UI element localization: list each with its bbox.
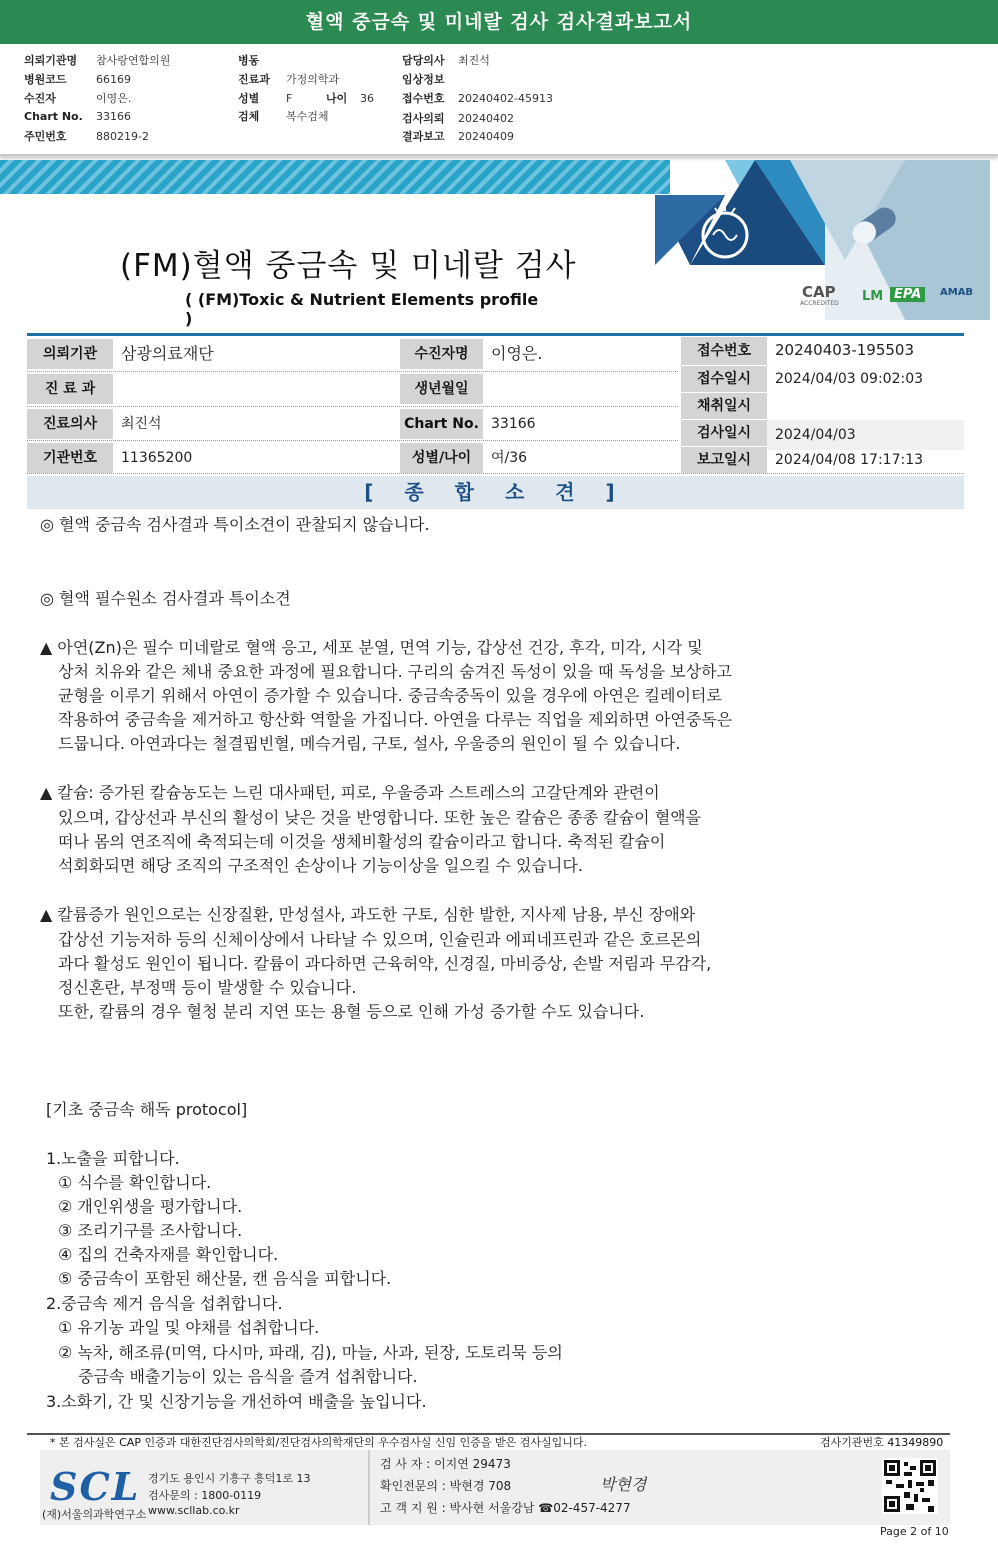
exam-title: (FM)혈액 중금속 및 미네랄 검사 (120, 248, 577, 284)
amab-logo: AMAB (940, 287, 974, 298)
org-no-label: 기관번호 (27, 443, 113, 473)
institution-label: 의뢰기관 (27, 339, 113, 369)
receipt-no-value: 20240403-195503 (775, 341, 915, 359)
field-label: 결과보고 (402, 130, 445, 143)
field-label: 접수번호 (402, 92, 445, 105)
top-info-row (24, 52, 170, 68)
finding-line: 갑상선 기능저하 등의 신체이상에서 나타날 수 있으며, 인슐린과 에피네프린과 같은 호르몬의 (58, 930, 702, 949)
accreditation-logos (800, 283, 990, 313)
doctor-label: 진료의사 (27, 409, 113, 439)
sex-age-value: 여/36 (491, 450, 528, 466)
field-value: F (286, 92, 293, 105)
top-info-row (402, 128, 514, 144)
exam-subtitle: ( (FM)Toxic & Nutrient Elements profile ) (185, 290, 539, 328)
qr-code-icon (882, 1458, 938, 1514)
patient-value: 이영은. (491, 344, 543, 363)
test-date-label: 검사일시 (681, 420, 767, 446)
specialist-line: 확인전문의 : 박현경 708 (380, 1479, 512, 1493)
field-label: 의뢰기관명 (24, 54, 78, 67)
field-label: Chart No. (24, 110, 83, 123)
cap-logo-sub: ACCREDITED (800, 300, 839, 307)
protocol-line: 중금속 배출기능이 있는 음식을 즐겨 섭취합니다. (78, 1367, 418, 1386)
field-label: 진료과 (238, 73, 270, 86)
top-info-row (238, 71, 339, 87)
epa-logo: EPA (890, 287, 925, 302)
support-line: 고 객 지 원 : 박사현 서울강남 ☎02-457-4277 (380, 1501, 631, 1515)
field-value: 20240402 (458, 112, 514, 125)
finding-line: ▲ 아연(Zn)은 필수 미네랄로 혈액 응고, 세포 분열, 면역 기능, 갑상선 건강, 후각, 미각, 시각 및 (40, 638, 703, 657)
field-label: 병동 (238, 54, 260, 67)
lab-website: www.scllab.co.kr (148, 1504, 240, 1517)
lab-address: 경기도 용인시 기흥구 흥덕1로 13 (148, 1472, 311, 1485)
dob-label: 생년월일 (400, 374, 483, 404)
protocol-line: 3.소화기, 간 및 신장기능을 개선하여 배출을 높입니다. (46, 1392, 427, 1411)
summary-header: [ 종 합 소 견 ] (27, 476, 964, 509)
sex-age-label: 성별/나이 (400, 443, 483, 473)
lab-phone: 검사문의 : 1800-0119 (148, 1489, 262, 1502)
finding-line: 석회화되면 해당 조직의 구조적인 손상이나 기능이상을 일으킬 수 있습니다. (58, 856, 583, 875)
field-label: 임상정보 (402, 73, 445, 86)
protocol-line: 2.중금속 제거 음식을 섭취합니다. (46, 1294, 283, 1313)
top-info-row (24, 128, 149, 144)
report-date-label: 보고일시 (681, 447, 767, 473)
accreditation-note: * 본 검사실은 CAP 인증과 대한진단검사의학회/진단검사의학재단의 우수검사실 신임 인증을 받은 검사실입니다. (50, 1436, 588, 1449)
finding-line: 작용하여 중금속을 제거하고 항산화 역할을 가집니다. 아연을 다루는 직업을 제외하면 아연중독은 (58, 710, 733, 729)
field-value: 복수검체 (286, 110, 329, 123)
footer-divider (368, 1450, 370, 1525)
top-info-row (238, 90, 374, 106)
lm-logo: LM (862, 289, 884, 304)
top-info-block (0, 46, 998, 156)
org-no-value: 11365200 (121, 450, 193, 466)
field-value: 이영은. (96, 92, 132, 105)
banner-stripe (0, 160, 670, 194)
finding-line: 과다 활성도 원인이 됩니다. 칼륨이 과다하면 근육허약, 신경질, 마비증상, 손발 저림과 무감각, (58, 954, 712, 973)
table-rule (27, 406, 678, 407)
report-date-value: 2024/04/08 17:17:13 (775, 452, 924, 468)
collect-label: 채취일시 (681, 393, 767, 419)
protocol-line: ④ 집의 건축자재를 확인합니다. (58, 1245, 279, 1264)
finding-line: 드뭅니다. 아연과다는 철결핍빈혈, 메슥거림, 구토, 설사, 우울증의 원인이 될 수 있습니다. (58, 734, 681, 753)
signature: 박현경 (600, 1475, 647, 1494)
top-info-row (402, 71, 458, 87)
field-label: 담당의사 (402, 54, 445, 67)
field-value: 880219-2 (96, 130, 149, 143)
age-value: 36 (360, 92, 374, 105)
cap-logo: CAP (802, 283, 836, 301)
top-info-row (24, 110, 131, 123)
finding-line: 균형을 이루기 위해서 아연이 증가할 수 있습니다. 중금속중독이 있을 경우에 아연은 킬레이터로 (58, 686, 722, 705)
top-info-row (402, 110, 514, 126)
field-value: 66169 (96, 73, 131, 86)
table-rule (27, 440, 678, 441)
top-info-row (402, 52, 490, 68)
page-number: Page 2 of 10 (880, 1525, 949, 1538)
field-label: 병원코드 (24, 73, 67, 86)
field-label: 주민번호 (24, 130, 67, 143)
protocol-line: 1.노출을 피합니다. (46, 1149, 180, 1168)
table-rule (27, 371, 678, 372)
field-value: 20240402-45913 (458, 92, 553, 105)
table-rule (27, 473, 964, 474)
receipt-date-label: 접수일시 (681, 366, 767, 392)
lab-org-number: 검사기관번호 41349890 (820, 1436, 944, 1449)
finding-line: ◎ 혈액 필수원소 검사결과 특이소견 (40, 589, 291, 608)
finding-line: 상처 치유와 같은 체내 중요한 과정에 필요합니다. 구리의 숨겨진 독성이 있을 때 독성을 보상하고 (58, 662, 732, 681)
protocol-title: [기초 중금속 해독 protocol] (46, 1100, 248, 1119)
age-label: 나이 (326, 92, 348, 105)
protocol-line: ① 유기농 과일 및 야채를 섭취합니다. (58, 1318, 320, 1337)
dept-label: 진 료 과 (27, 374, 113, 404)
top-info-row (238, 108, 329, 124)
doctor-value: 최진석 (121, 416, 162, 432)
field-value: 참사랑연합의원 (96, 54, 171, 67)
institution-value: 삼광의료재단 (121, 344, 214, 363)
finding-line: ▲ 칼슘: 증가된 칼슘농도는 느린 대사패턴, 피로, 우울증과 스트레스의 고갈단계와 관련이 (40, 783, 660, 802)
chart-value: 33166 (491, 416, 536, 432)
field-value: 33166 (96, 110, 131, 123)
field-label: 검체 (238, 110, 260, 123)
finding-line: 있으며, 갑상선과 부신의 활성이 낮은 것을 반영합니다. 또한 높은 칼슘은 종종 칼슘이 혈액을 (58, 808, 702, 827)
finding-line: ◎ 혈액 중금속 검사결과 특이소견이 관찰되지 않습니다. (40, 515, 430, 534)
field-value: 최진석 (458, 54, 490, 67)
field-label: 수진자 (24, 92, 56, 105)
top-info-row (24, 90, 131, 106)
protocol-line: ① 식수를 확인합니다. (58, 1173, 212, 1192)
field-label: 성별 (238, 92, 260, 105)
finding-line: 또한, 칼륨의 경우 혈청 분리 지연 또는 용혈 등으로 인해 가성 증가할 수도 있습니다. (58, 1002, 645, 1021)
receipt-no-label: 접수번호 (681, 337, 767, 365)
finding-line: ▲ 칼륨증가 원인으로는 신장질환, 만성설사, 과도한 구토, 심한 발한, 지사제 남용, 부신 장애와 (40, 905, 696, 924)
protocol-line: ⑤ 중금속이 포함된 해산물, 캔 음식을 피합니다. (58, 1269, 392, 1288)
patient-label: 수진자명 (400, 339, 483, 369)
top-info-row (24, 71, 131, 87)
lab-name: (재)서울의과학연구소 (42, 1508, 147, 1521)
field-label: 검사의뢰 (402, 112, 445, 125)
field-value: 가정의학과 (286, 73, 340, 86)
protocol-line: ② 녹차, 해조류(미역, 다시마, 파래, 김), 마늘, 사과, 된장, 도토리묵 등의 (58, 1343, 563, 1362)
receipt-date-value: 2024/04/03 09:02:03 (775, 371, 924, 387)
test-date-value: 2024/04/03 (767, 420, 964, 450)
protocol-line: ③ 조리기구를 조사합니다. (58, 1221, 243, 1240)
field-value: 20240409 (458, 130, 514, 143)
chart-label: Chart No. (400, 409, 483, 439)
top-info-row (402, 90, 553, 106)
top-info-row (238, 52, 286, 68)
report-title: 혈액 중금속 및 미네랄 검사 검사결과보고서 (0, 0, 998, 44)
finding-line: 떠나 몸의 연조직에 축적되는데 이것을 생체비활성의 칼슘이라고 합니다. 축적된 칼슘이 (58, 832, 666, 851)
inspector-line: 검 사 자 : 이지연 29473 (380, 1457, 511, 1471)
protocol-line: ② 개인위생을 평가합니다. (58, 1197, 243, 1216)
finding-line: 정신혼란, 부정맥 등이 발생할 수 있습니다. (58, 978, 357, 997)
scl-logo: SCL (50, 1464, 141, 1509)
